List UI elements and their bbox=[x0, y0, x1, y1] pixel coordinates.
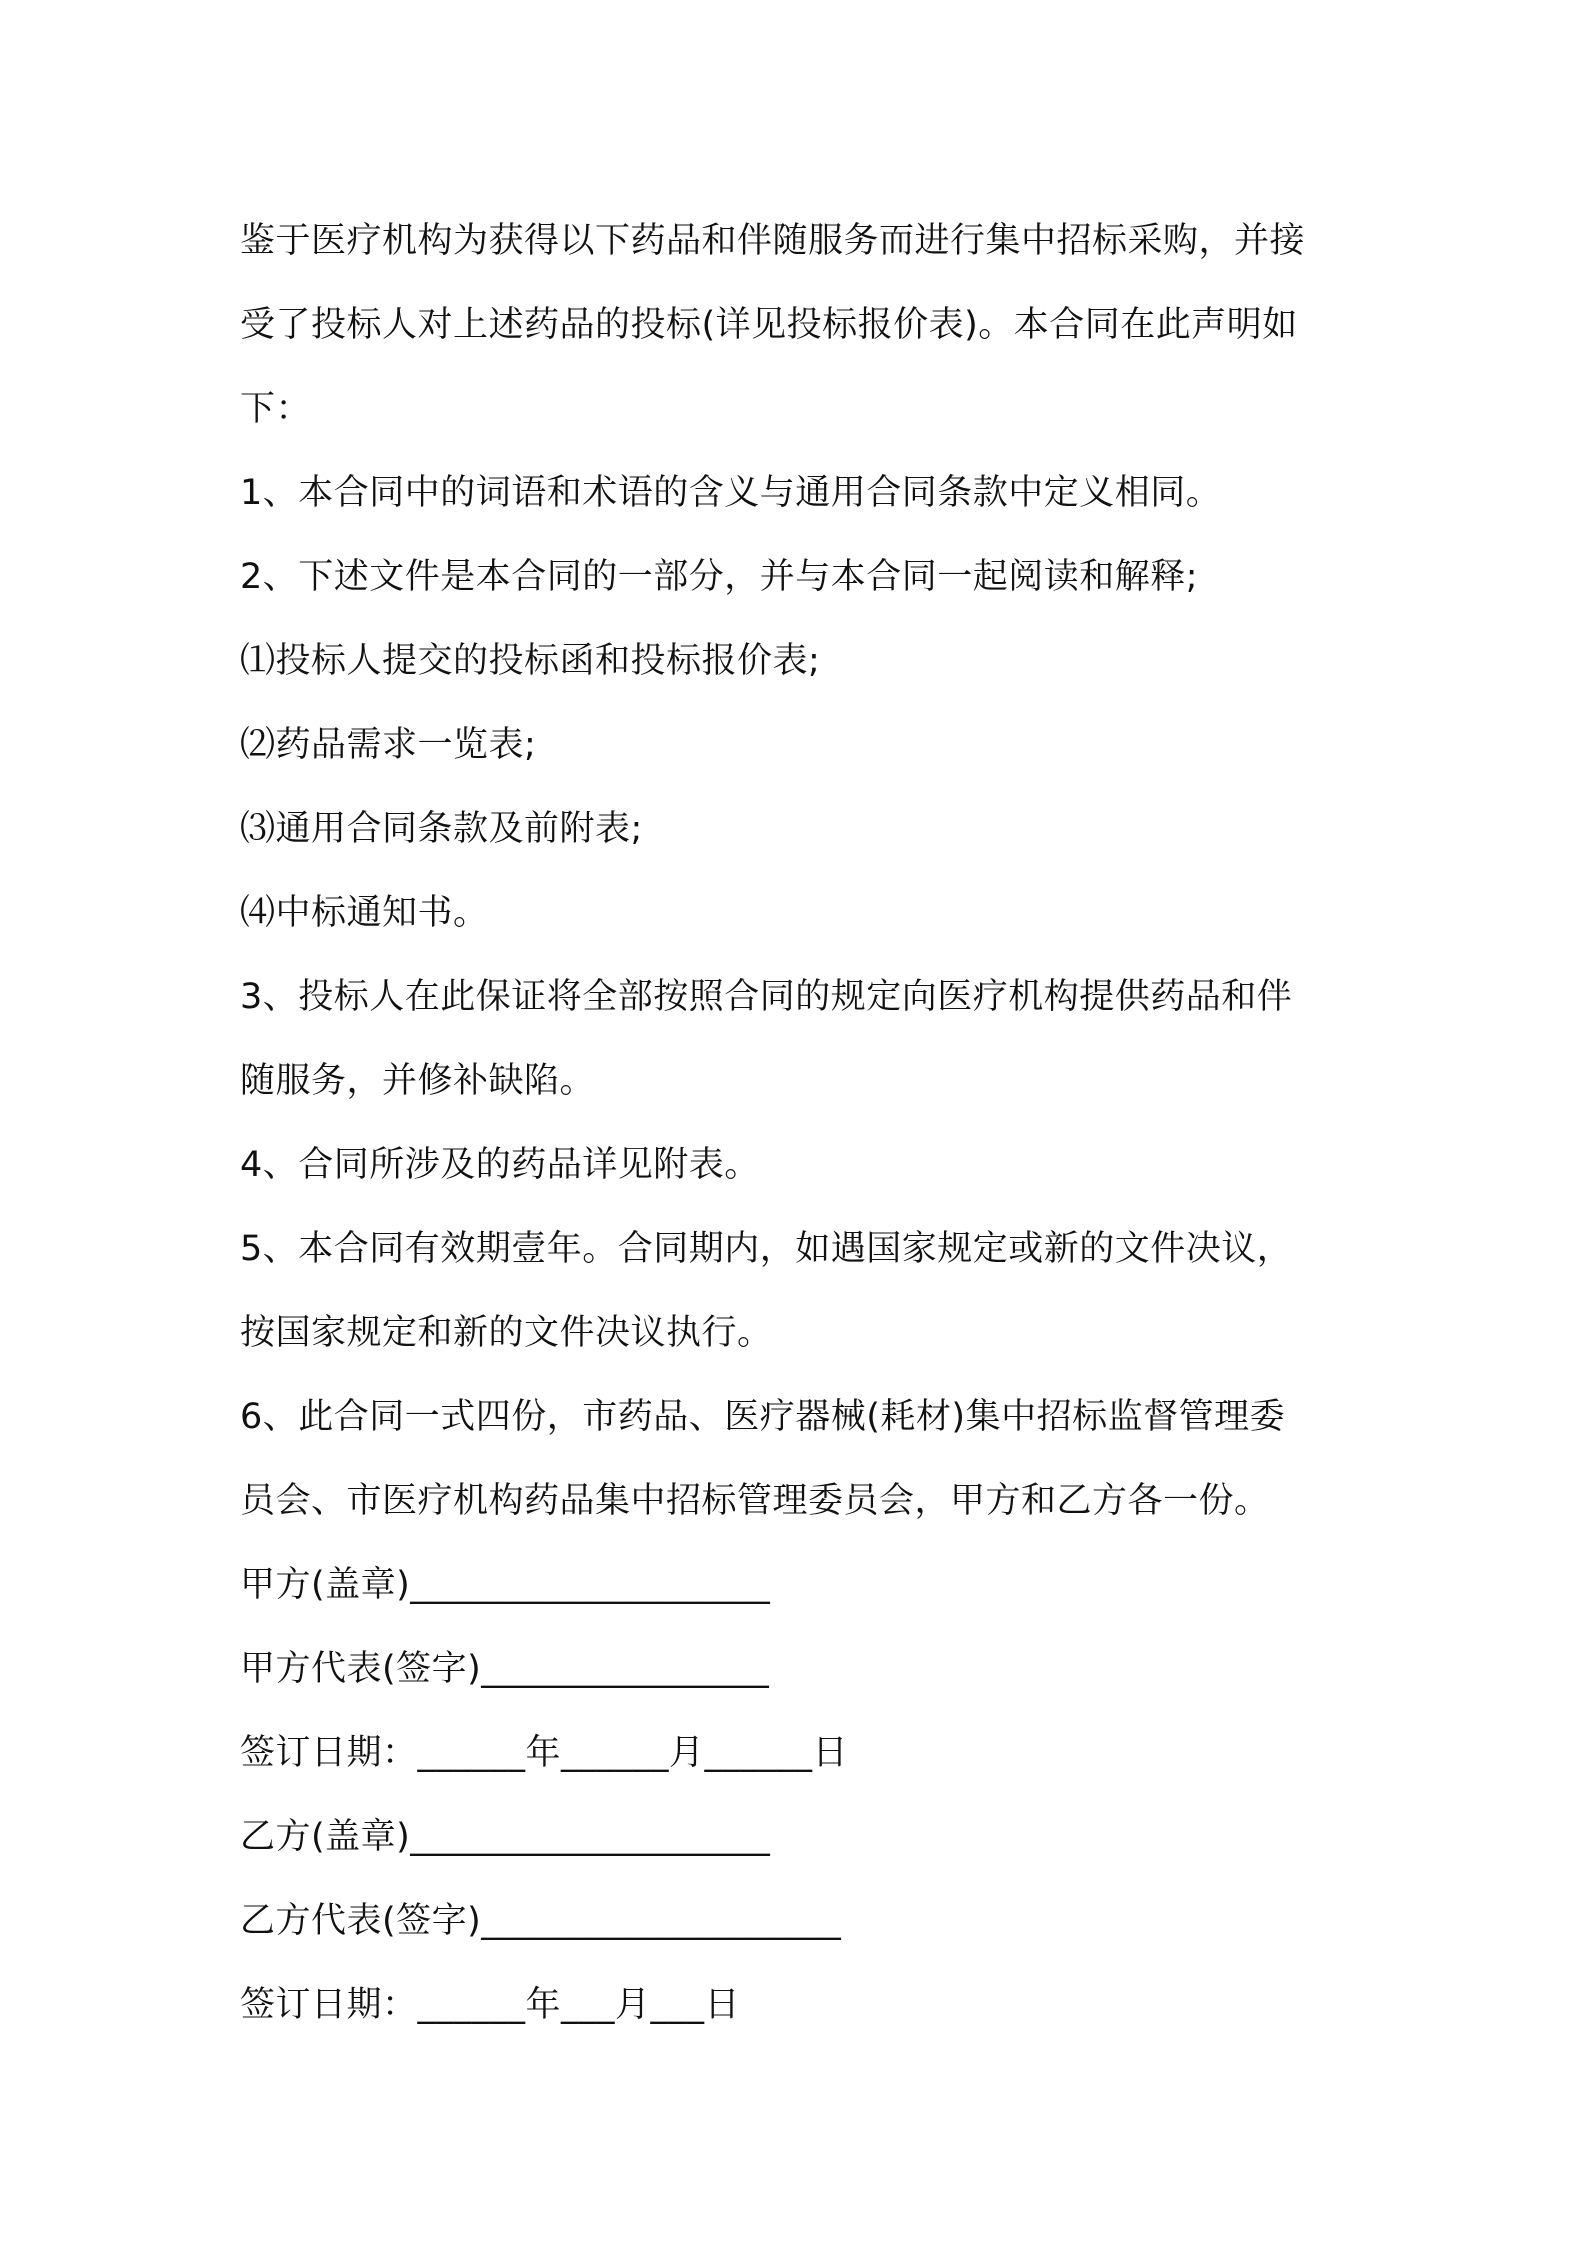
clause-3-line-1: 3、投标人在此保证将全部按照合同的规定向医疗机构提供药品和伴 bbox=[240, 977, 1293, 1017]
party-b-representative: 乙方代表(签字)____________________ bbox=[240, 1901, 842, 1941]
clause-2-item-2: ⑵药品需求一览表; bbox=[240, 725, 537, 765]
clause-2: 2、下述文件是本合同的一部分，并与本合同一起阅读和解释; bbox=[240, 557, 1199, 597]
preamble-line-1: 鉴于医疗机构为获得以下药品和伴随服务而进行集中招标采购，并接 bbox=[240, 221, 1306, 261]
contract-body bbox=[240, 199, 1370, 2047]
party-b-seal: 乙方(盖章)____________________ bbox=[240, 1817, 771, 1857]
clause-5-line-1: 5、本合同有效期壹年。合同期内，如遇国家规定或新的文件决议， bbox=[240, 1229, 1293, 1269]
clause-4: 4、合同所涉及的药品详见附表。 bbox=[240, 1145, 760, 1185]
clause-5-line-2: 按国家规定和新的文件决议执行。 bbox=[240, 1313, 773, 1353]
clause-1: 1、本合同中的词语和术语的含义与通用合同条款中定义相同。 bbox=[240, 473, 1222, 513]
clause-2-item-4: ⑷中标通知书。 bbox=[240, 893, 489, 933]
preamble-line-3: 下： bbox=[240, 389, 312, 429]
party-a-sign-date: 签订日期：______年______月______日 bbox=[240, 1733, 849, 1773]
clause-6-line-1: 6、此合同一式四份，市药品、医疗器械(耗材)集中招标监督管理委 bbox=[240, 1397, 1286, 1437]
party-a-representative: 甲方代表(签字)________________ bbox=[240, 1649, 770, 1689]
party-b-sign-date: 签订日期：______年___月___日 bbox=[240, 1985, 741, 2025]
preamble-line-2: 受了投标人对上述药品的投标(详见投标报价表)。本合同在此声明如 bbox=[240, 305, 1298, 345]
clause-2-item-3: ⑶通用合同条款及前附表; bbox=[240, 809, 643, 849]
clause-2-item-1: ⑴投标人提交的投标函和投标报价表; bbox=[240, 641, 821, 681]
clause-3-line-2: 随服务，并修补缺陷。 bbox=[240, 1061, 596, 1101]
party-a-seal: 甲方(盖章)____________________ bbox=[240, 1565, 771, 1605]
clause-6-line-2: 员会、市医疗机构药品集中招标管理委员会，甲方和乙方各一份。 bbox=[240, 1481, 1270, 1521]
